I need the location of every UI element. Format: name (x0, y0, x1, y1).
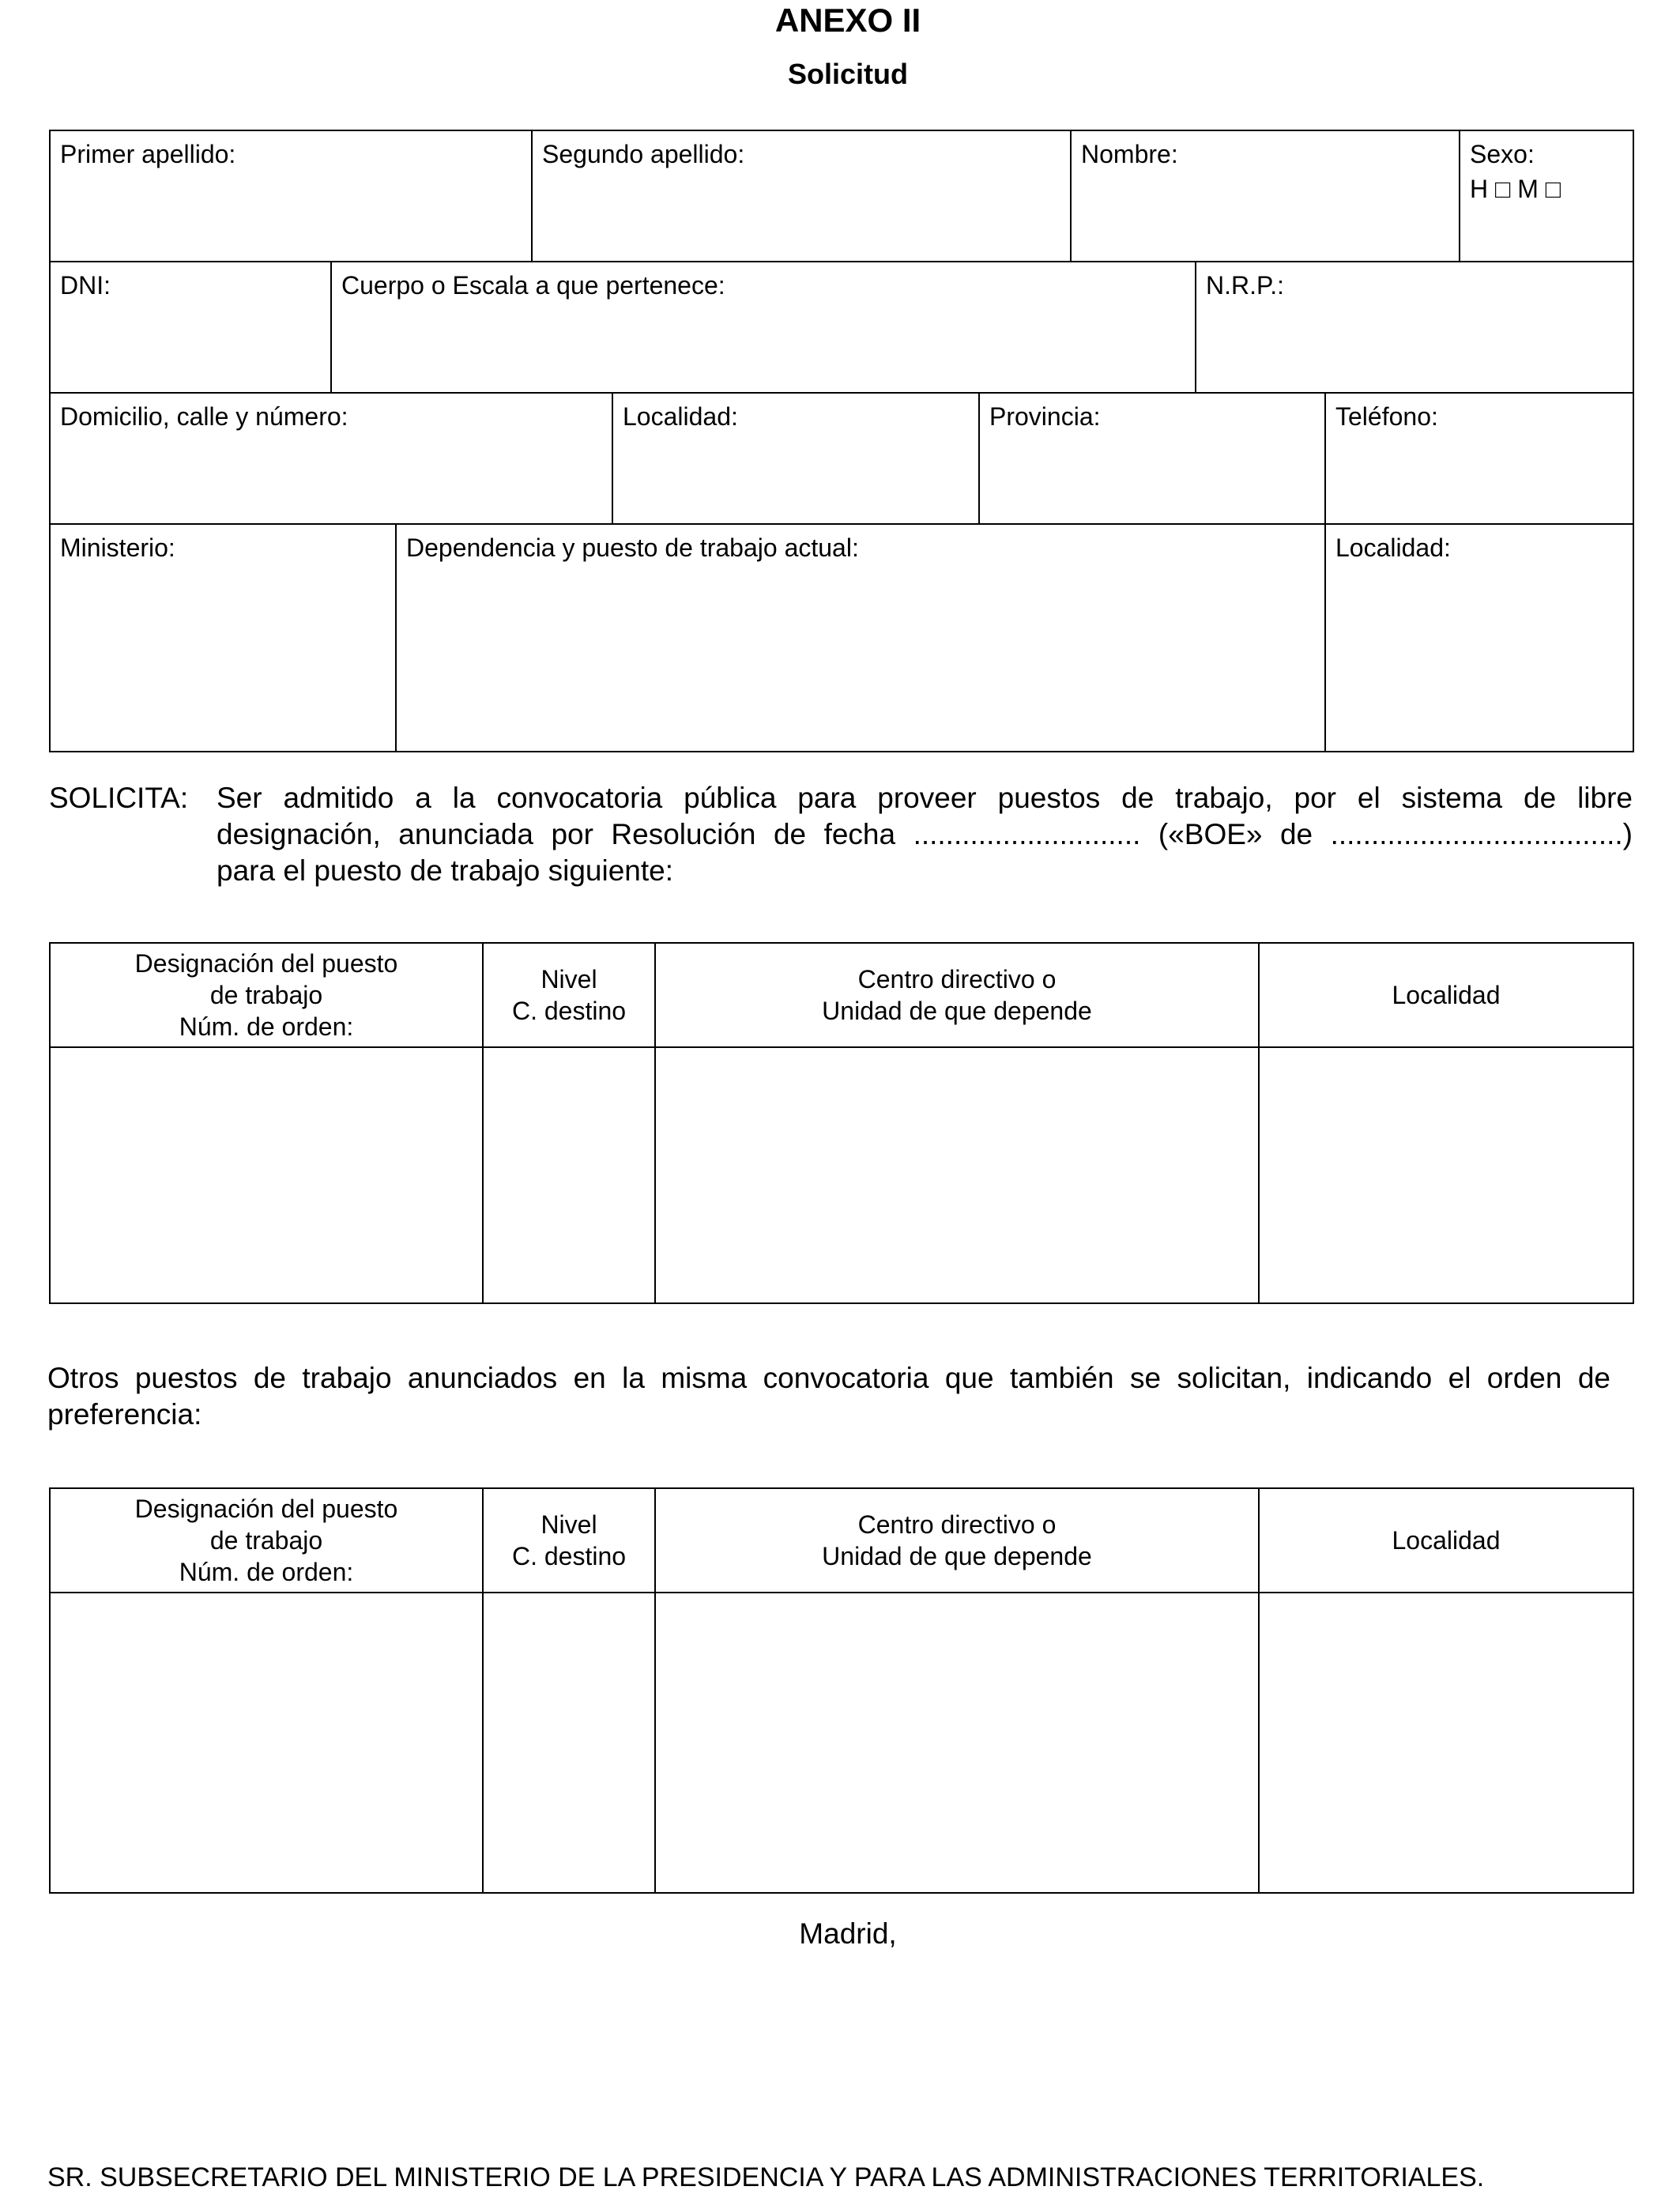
nivel-cell[interactable] (483, 1047, 655, 1303)
primer-apellido-label: Primer apellido: (60, 140, 236, 168)
place-signature-line: Madrid, (799, 1917, 897, 1950)
localidad-header (1259, 1488, 1633, 1593)
sexo-field (1460, 130, 1633, 262)
ministerio-label: Ministerio: (60, 533, 175, 562)
localidad-header (1259, 943, 1633, 1047)
addressee: SR. SUBSECRETARIO DEL MINISTERIO DE LA PRESIDENCIA Y PARA LAS ADMINISTRACIONES TERRITORIALES. (47, 2162, 1485, 2192)
solicita-line-2: designación, anunciada por Resolución de fecha ............................ («BOE» de ....................................) (217, 818, 1633, 850)
telefono-label: Teléfono: (1335, 402, 1438, 431)
designacion-cell[interactable] (50, 1593, 483, 1893)
nivel-header-line: Nivel (541, 1510, 597, 1539)
otros-puestos-line-2: preferencia: (47, 1398, 202, 1431)
nivel-header (483, 1488, 655, 1593)
localidad-header-line: Localidad (1392, 981, 1501, 1009)
nivel-header-line: C. destino (511, 997, 627, 1025)
centro-header-line: Centro directivo o (857, 965, 1057, 993)
localidad-cell[interactable] (1259, 1593, 1633, 1893)
requested-job-table (49, 942, 1634, 1304)
nrp-label: N.R.P.: (1206, 271, 1284, 300)
dependencia-label: Dependencia y puesto de trabajo actual: (406, 533, 859, 562)
cuerpo-escala-field[interactable] (331, 262, 1196, 393)
designacion-header-line: Núm. de orden: (179, 1012, 354, 1041)
ministerio-field[interactable] (50, 524, 396, 752)
personal-data-row-1 (49, 130, 1634, 262)
localidad-cell[interactable] (1259, 1047, 1633, 1303)
dni-label: DNI: (60, 271, 111, 300)
designacion-header-line: Núm. de orden: (179, 1558, 354, 1586)
dependencia-field[interactable] (396, 524, 1325, 752)
localidad-field[interactable] (612, 393, 979, 524)
personal-data-row-2 (49, 261, 1634, 394)
personal-data-row-4 (49, 523, 1634, 752)
other-jobs-table (49, 1487, 1634, 1894)
centro-header (655, 943, 1259, 1047)
centro-header (655, 1488, 1259, 1593)
sexo-label: Sexo: (1470, 140, 1535, 168)
localidad-actual-label: Localidad: (1335, 533, 1451, 562)
domicilio-field[interactable] (50, 393, 612, 524)
primer-apellido-field[interactable] (50, 130, 532, 262)
domicilio-label: Domicilio, calle y número: (60, 402, 348, 431)
designacion-header (50, 1488, 483, 1593)
centro-header-line: Centro directivo o (857, 1510, 1057, 1539)
designacion-cell[interactable] (50, 1047, 483, 1303)
annex-title: ANEXO II (774, 2, 921, 39)
centro-header-line: Unidad de que depende (822, 1542, 1092, 1570)
nivel-cell[interactable] (483, 1593, 655, 1893)
designacion-header-line: de trabajo (209, 1526, 323, 1555)
nivel-header (483, 943, 655, 1047)
centro-cell[interactable] (655, 1593, 1259, 1893)
solicita-line-1: Ser admitido a la convocatoria pública para proveer puestos de trabajo, por el sistema de libre (217, 782, 1633, 814)
designacion-header (50, 943, 483, 1047)
provincia-label: Provincia: (989, 402, 1101, 431)
nivel-header-line: C. destino (511, 1542, 627, 1570)
localidad-actual-field[interactable] (1325, 524, 1633, 752)
localidad-header-line: Localidad (1392, 1526, 1501, 1555)
designacion-header-line: Designación del puesto (134, 949, 398, 978)
nombre-field[interactable] (1071, 130, 1460, 262)
document-subtitle: Solicitud (788, 58, 908, 90)
provincia-field[interactable] (979, 393, 1325, 524)
solicita-line-3: para el puesto de trabajo siguiente: (217, 854, 674, 887)
designacion-header-line: de trabajo (209, 981, 323, 1009)
designacion-header-line: Designación del puesto (134, 1495, 398, 1523)
dni-field[interactable] (50, 262, 331, 393)
segundo-apellido-field[interactable] (532, 130, 1071, 262)
cuerpo-escala-label: Cuerpo o Escala a que pertenece: (341, 271, 725, 300)
nivel-header-line: Nivel (541, 965, 597, 993)
sexo-checkboxes[interactable]: H □ M □ (1470, 175, 1561, 203)
nombre-label: Nombre: (1081, 140, 1178, 168)
segundo-apellido-label: Segundo apellido: (542, 140, 745, 168)
nrp-field[interactable] (1196, 262, 1633, 393)
personal-data-row-3 (49, 392, 1634, 525)
centro-header-line: Unidad de que depende (822, 997, 1092, 1025)
centro-cell[interactable] (655, 1047, 1259, 1303)
localidad-label: Localidad: (623, 402, 738, 431)
solicita-label: SOLICITA: (49, 782, 189, 814)
telefono-field[interactable] (1325, 393, 1633, 524)
otros-puestos-line-1: Otros puestos de trabajo anunciados en la misma convocatoria que también se solicitan, indicando el orden de (47, 1362, 1610, 1394)
